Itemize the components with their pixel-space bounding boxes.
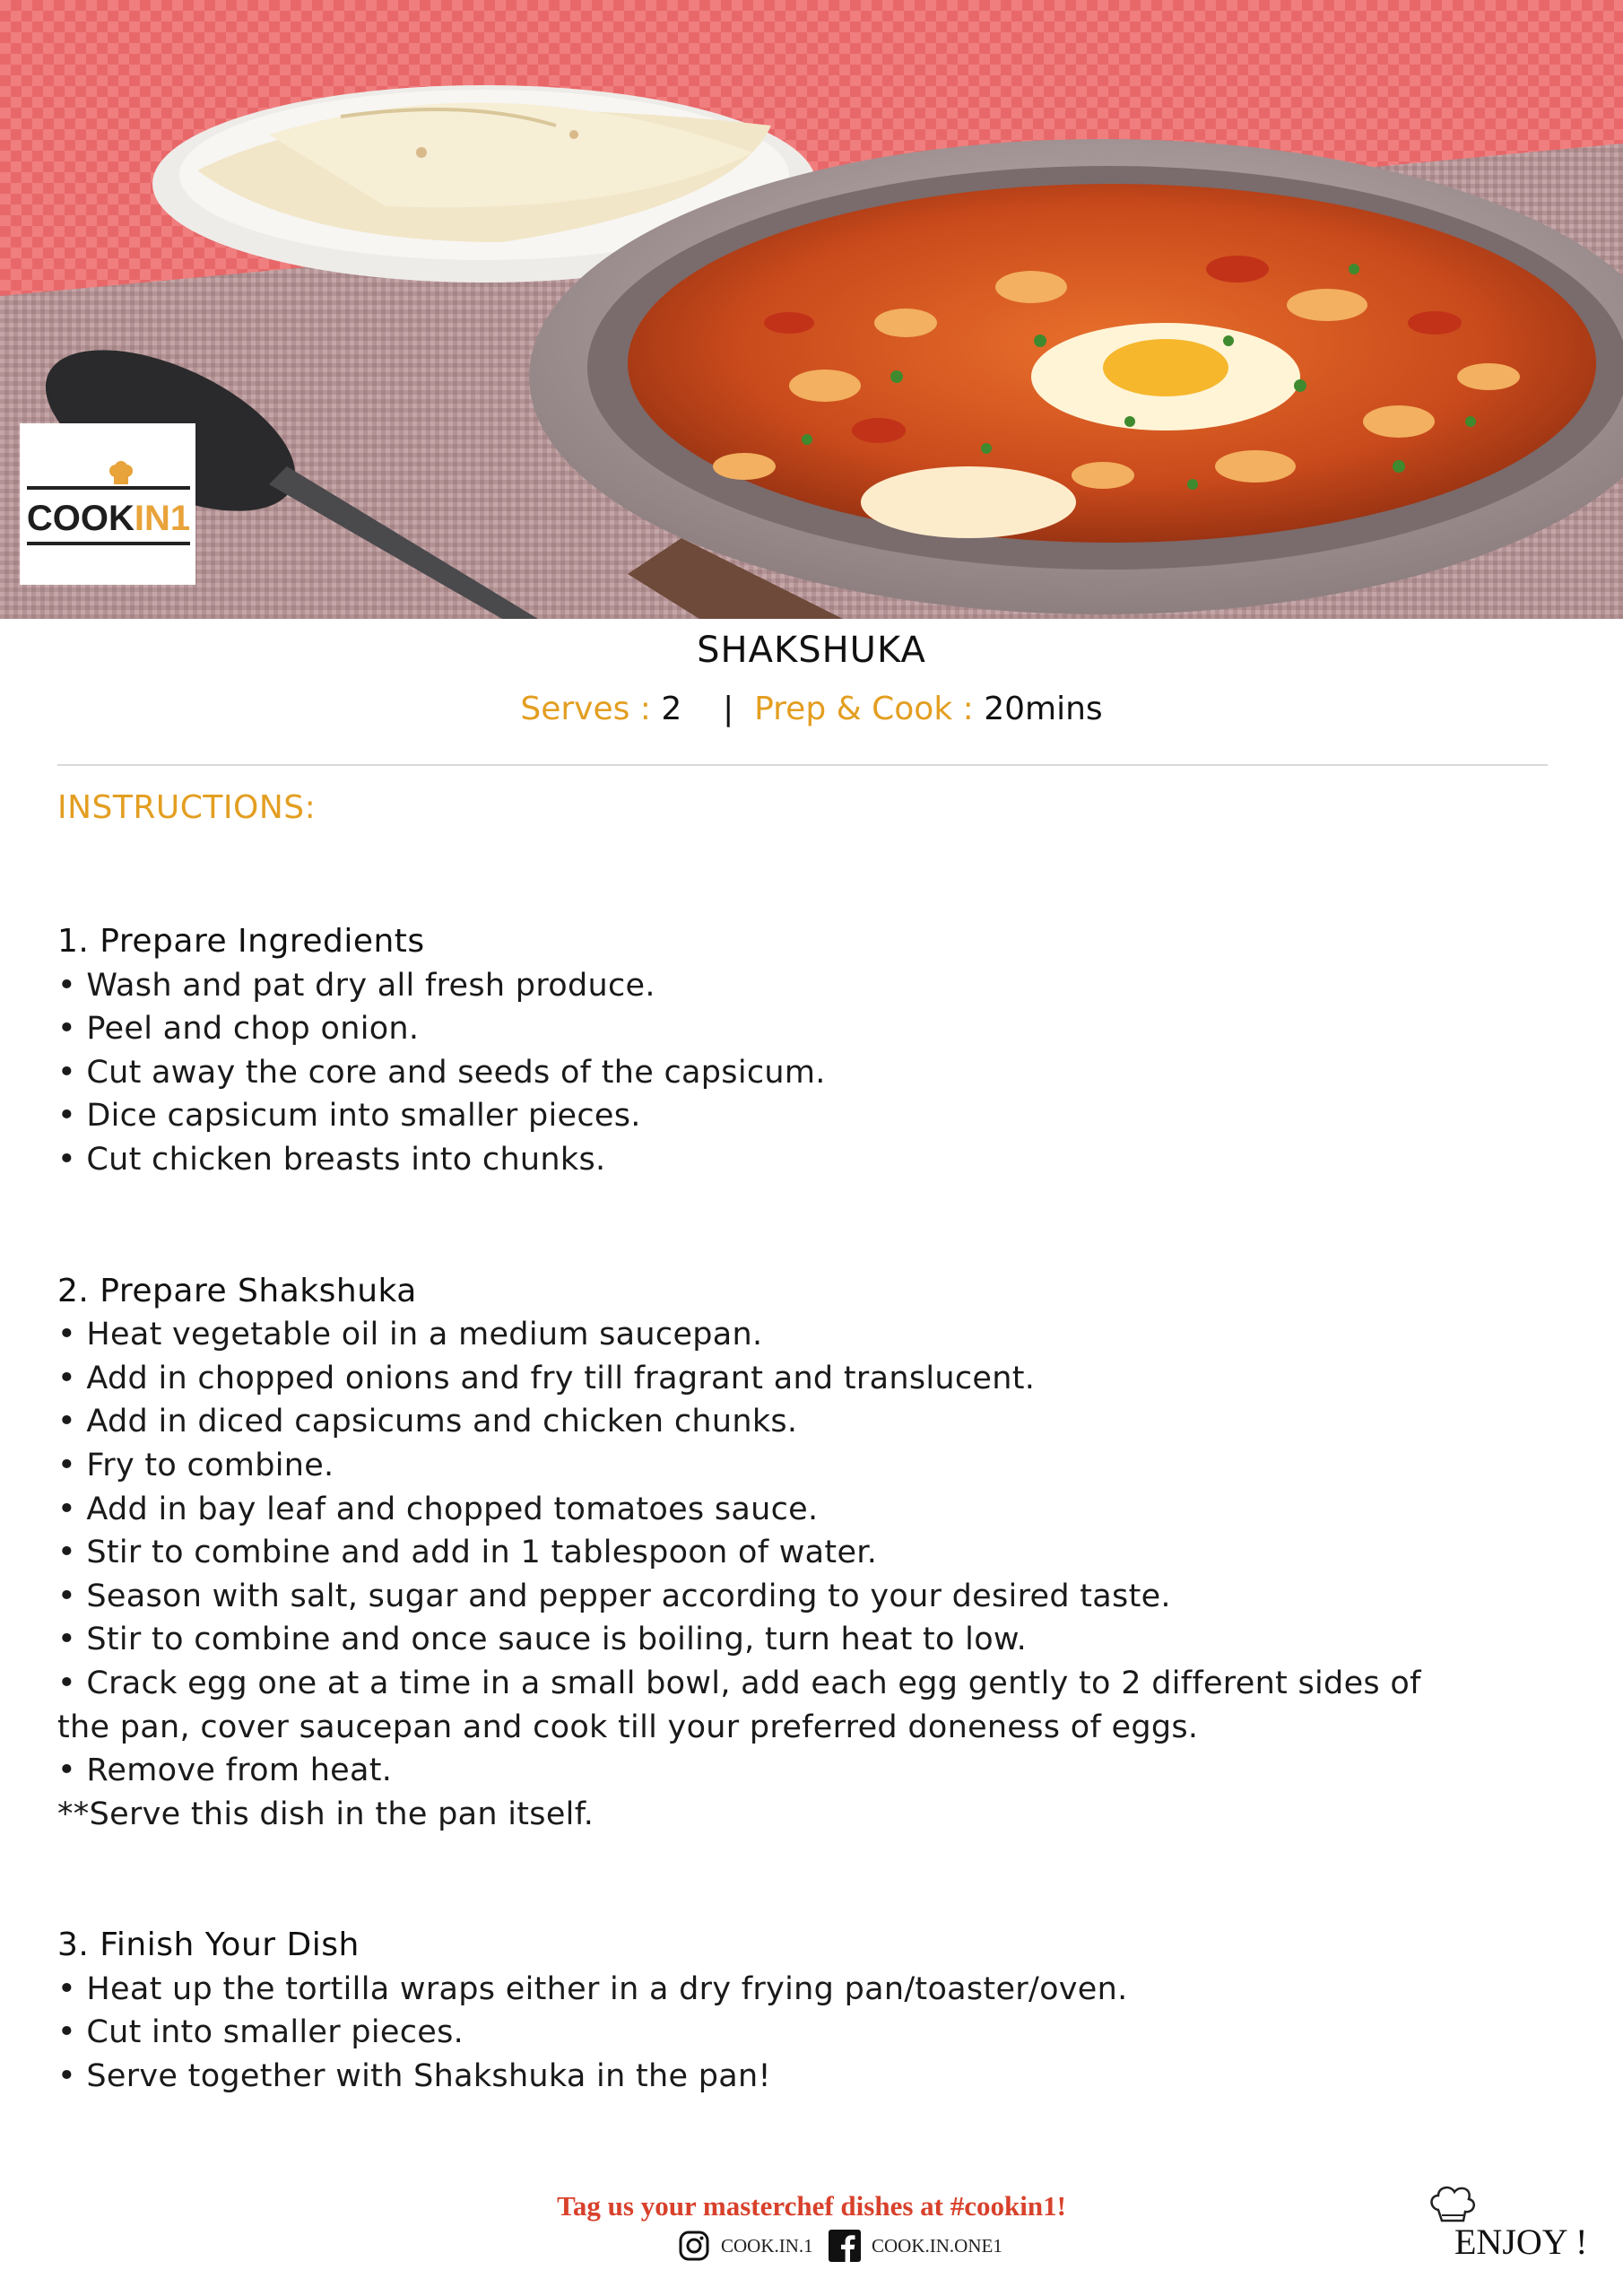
list-item: • Crack egg one at a time in a small bowl, add each egg gently to 2 different sides of xyxy=(57,1665,1421,1701)
list-item: • Heat up the tortilla wraps either in a dry frying pan/toaster/oven. xyxy=(57,1970,1128,2007)
divider xyxy=(57,764,1548,766)
step-1 xyxy=(57,920,1564,1182)
list-item: • Cut into smaller pieces. xyxy=(57,2014,464,2051)
chef-hat-icon xyxy=(108,461,135,488)
instructions-heading: INSTRUCTIONS: xyxy=(57,789,317,826)
step-heading: 1. Prepare Ingredients xyxy=(57,923,425,960)
serves-value: 2 xyxy=(661,691,682,727)
list-item: • Wash and pat dry all fresh produce. xyxy=(57,967,655,1004)
instagram-handle: COOK.IN.1 xyxy=(721,2234,813,2257)
enjoy-text: ENJOY ! xyxy=(1454,2222,1588,2262)
facebook-link[interactable] xyxy=(829,2228,1002,2264)
facebook-icon xyxy=(829,2230,861,2262)
list-item: • Add in chopped onions and fry till fragrant and translucent. xyxy=(57,1360,1036,1396)
cookin1-logo xyxy=(20,423,195,585)
list-item: • Remove from heat. xyxy=(57,1752,393,1789)
list-item: • Add in diced capsicums and chicken chunks. xyxy=(57,1404,798,1440)
list-item: • Fry to combine. xyxy=(57,1447,334,1483)
facebook-handle: COOK.IN.ONE1 xyxy=(872,2234,1002,2257)
step-2 xyxy=(57,1270,1564,1837)
instagram-link[interactable] xyxy=(678,2228,813,2264)
shakshuka-pan-illustration xyxy=(0,0,1623,619)
list-item: • Stir to combine and once sauce is boiling, turn heat to low. xyxy=(57,1622,1028,1658)
hero-photo xyxy=(0,0,1623,619)
prep-label: Prep & Cook : xyxy=(754,691,985,727)
recipe-title: SHAKSHUKA xyxy=(697,630,926,671)
list-item: • Serve together with Shakshuka in the pan! xyxy=(57,2058,771,2095)
list-item: • Peel and chop onion. xyxy=(57,1011,420,1048)
step-lines xyxy=(57,1313,1564,1836)
logo-bottom-rule xyxy=(27,542,190,545)
list-item: • Season with salt, sugar and pepper according to your desired taste. xyxy=(57,1578,1171,1614)
step-heading: 3. Finish Your Dish xyxy=(57,1926,360,1964)
list-item: • Dice capsicum into smaller pieces. xyxy=(57,1098,641,1135)
step-lines xyxy=(57,964,1564,1182)
logo-wordmark: COOKIN1 xyxy=(26,499,191,538)
serves-label: Serves : xyxy=(520,691,662,727)
prep-value: 20mins xyxy=(984,691,1103,727)
list-item: **Serve this dish in the pan itself. xyxy=(57,1796,595,1832)
list-item: • Heat vegetable oil in a medium saucepan. xyxy=(57,1317,763,1353)
instruction-steps xyxy=(57,920,1564,2187)
recipe-meta xyxy=(0,691,1623,727)
list-item: • Cut away the core and seeds of the capsicum. xyxy=(57,1054,826,1091)
step-3 xyxy=(57,1924,1564,2098)
list-item: the pan, cover saucepan and cook till your preferred doneness of eggs. xyxy=(57,1709,1199,1745)
list-item: • Stir to combine and add in 1 tablespoon of water. xyxy=(57,1535,878,1571)
meta-separator: | xyxy=(723,691,734,727)
logo-top-rule xyxy=(27,486,190,490)
list-item: • Cut chicken breasts into chunks. xyxy=(57,1141,606,1178)
step-lines xyxy=(57,1968,1564,2099)
step-heading: 2. Prepare Shakshuka xyxy=(57,1272,417,1309)
footer-tagline: Tag us your masterchef dishes at #cookin1! xyxy=(557,2190,1066,2222)
list-item: • Add in bay leaf and chopped tomatoes sauce. xyxy=(57,1491,819,1527)
instagram-icon xyxy=(678,2230,710,2262)
